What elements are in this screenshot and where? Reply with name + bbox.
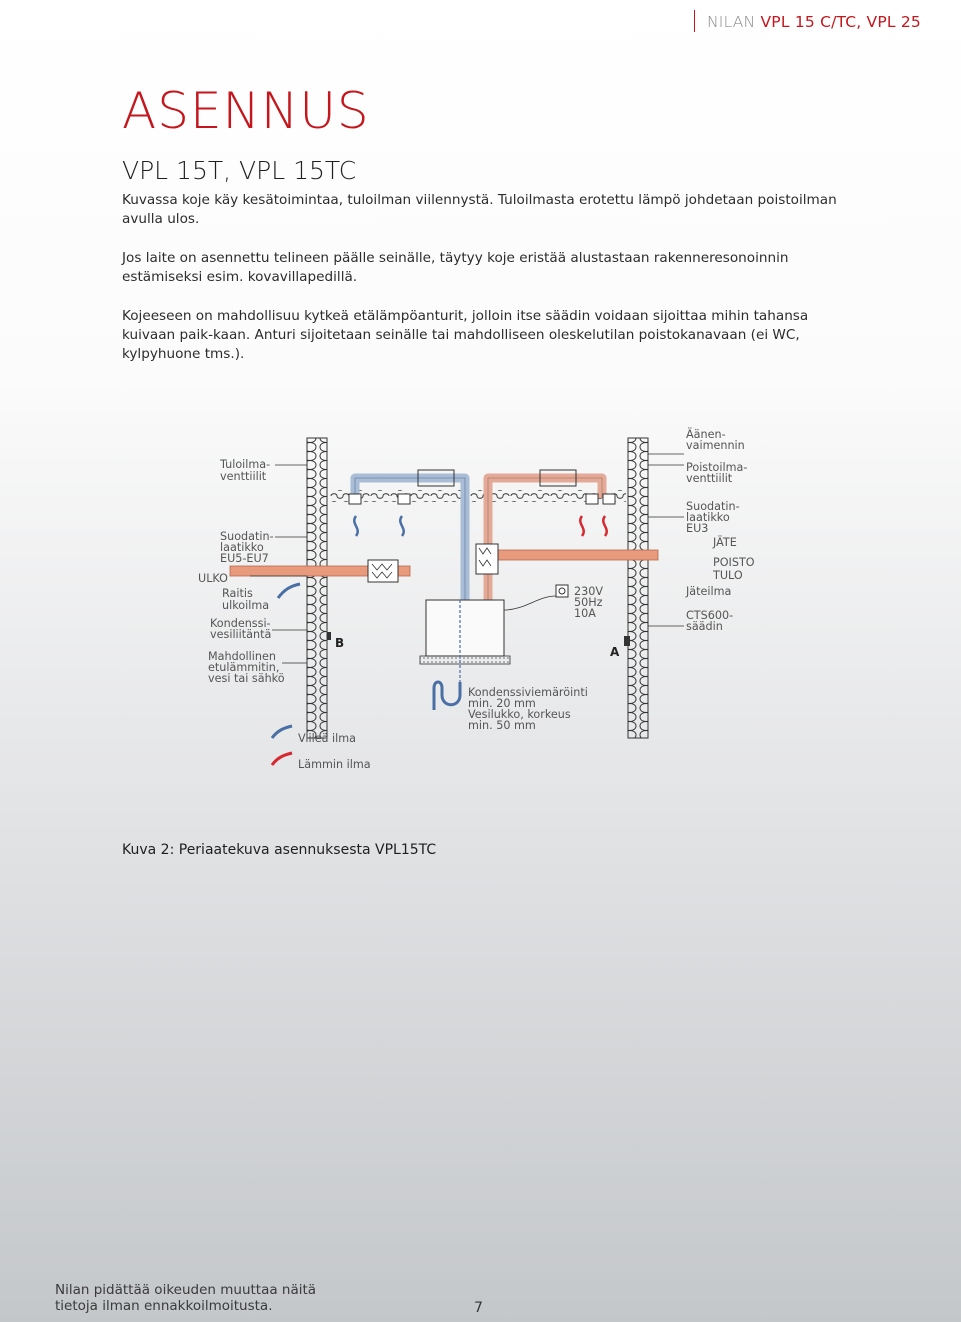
running-header bbox=[694, 10, 961, 32]
label-silencer-1: Äänen- bbox=[686, 428, 726, 441]
exhaust-air-arrows bbox=[580, 516, 606, 536]
label-fresh-air-2: ulkoilma bbox=[222, 599, 270, 612]
label-power-3: 10A bbox=[574, 607, 596, 620]
left-wall bbox=[307, 438, 327, 738]
label-exhaust-valves-2: venttiilit bbox=[686, 472, 733, 485]
svg-text:Poistoilma-venttiilit bbox=[686, 461, 747, 485]
marker-b: B bbox=[335, 636, 345, 650]
right-wall bbox=[628, 438, 648, 738]
paragraph-insulation: Jos laite on asennettu telineen päälle seinälle, täytyy koje eristää alustastaan rakenneresonoinnin estämiseksi esim. kovavillapedillä. bbox=[122, 250, 789, 285]
label-controller-1: CTS600- bbox=[686, 609, 734, 622]
svg-text:Kondenssiviemäröintimin. 20 mm bbox=[468, 686, 588, 732]
label-power-2: 50Hz bbox=[574, 596, 603, 609]
label-silencer-2: vaimennin bbox=[686, 439, 745, 452]
page-title: ASENNUS bbox=[122, 82, 370, 140]
label-filter-eu5-2: laatikko bbox=[220, 541, 264, 554]
footer-note: Nilan pidättää oikeuden muuttaa näitä tietoja ilman ennakkoilmoitusta. bbox=[55, 1282, 317, 1314]
label-preheater-2: etulämmitin, bbox=[208, 661, 280, 674]
label-drain-3: Vesilukko, korkeus bbox=[468, 708, 571, 721]
svg-text:CTS600-säädin bbox=[686, 609, 733, 633]
svg-text:Kondenssi-vesiliitäntä bbox=[210, 617, 271, 641]
label-filter-eu3-2: laatikko bbox=[686, 511, 730, 524]
label-condensate-1: Kondenssi- bbox=[210, 617, 271, 630]
label-poisto: POISTO bbox=[713, 556, 755, 569]
label-filter-eu5-3: EU5-EU7 bbox=[220, 552, 269, 565]
outdoor-air-arrow bbox=[278, 584, 300, 598]
svg-text:Suodatin-laatikkoEU5-EU7 bbox=[220, 530, 274, 565]
cts600-controller bbox=[624, 636, 630, 646]
header-brand: NILAN bbox=[707, 13, 756, 31]
label-waste-air: Jäteilma bbox=[686, 585, 732, 598]
label-controller-2: säädin bbox=[686, 620, 723, 633]
marker-a: A bbox=[610, 645, 620, 659]
label-drain-1: Kondenssiviemäröinti bbox=[468, 686, 588, 699]
exhaust-outlet-duct bbox=[498, 550, 658, 560]
legend-cool-label: Viileä ilma bbox=[298, 732, 356, 745]
paragraph-summer-mode: Kuvassa koje käy kesätoimintaa, tuloilman viilennystä. Tuloilmasta erotettu lämpö johdetaan poistoilman avulla ulos. bbox=[122, 192, 837, 227]
ceiling-insulation bbox=[330, 490, 626, 502]
legend-cool-arrow bbox=[272, 726, 292, 738]
label-filter-eu3-3: EU3 bbox=[686, 522, 709, 535]
svg-text:Mahdollinenetulämmitin,vesi ta bbox=[208, 650, 285, 685]
label-filter-eu3-1: Suodatin- bbox=[686, 500, 740, 513]
header-model: VPL 15 C/TC, VPL 25 bbox=[760, 13, 921, 31]
section-subtitle: VPL 15T, VPL 15TC bbox=[122, 156, 357, 185]
label-power-1: 230V bbox=[574, 585, 604, 598]
label-filter-eu5-1: Suodatin- bbox=[220, 530, 274, 543]
svg-text:Tuloilma-venttiilit bbox=[219, 458, 270, 483]
ventilation-unit bbox=[426, 600, 504, 656]
label-drain-4: min. 50 mm bbox=[468, 719, 536, 732]
legend-warm-arrow bbox=[272, 753, 292, 765]
supply-filter-box bbox=[368, 560, 398, 582]
figure-caption: Kuva 2: Periaatekuva asennuksesta VPL15TC bbox=[122, 842, 437, 858]
label-fresh-air-1: Raitis bbox=[222, 587, 253, 600]
installation-diagram bbox=[190, 420, 755, 785]
supply-air-arrows bbox=[354, 516, 403, 536]
label-supply-valves-1: Tuloilma- bbox=[220, 458, 271, 471]
label-drain-2: min. 20 mm bbox=[468, 697, 536, 710]
label-condensate-2: vesiliitäntä bbox=[210, 628, 272, 641]
legend-warm-label: Lämmin ilma bbox=[298, 758, 371, 771]
svg-text:Äänen-vaimennin bbox=[686, 428, 745, 452]
unit-base-insulation bbox=[420, 656, 510, 664]
svg-text:Raitisulkoilma bbox=[222, 587, 269, 612]
label-preheater-1: Mahdollinen bbox=[208, 650, 276, 663]
label-jate: JÄTE bbox=[713, 536, 737, 549]
page-number: 7 bbox=[474, 1300, 483, 1316]
paragraph-remote-sensor: Kojeeseen on mahdollisuu kytkeä etälämpöanturit, jolloin itse säädin voidaan sijoittaa mihin tahansa kuivaan paik-kaan. Anturi sijoitetaan seinälle tai mahdolliseen oleskelutilan poistokanavaan (ei WC, kylpyhuone tms.). bbox=[122, 308, 809, 362]
label-preheater-3: vesi tai sähkö bbox=[208, 672, 285, 685]
label-ulko: ULKO bbox=[198, 572, 228, 585]
svg-text:230V50Hz10A bbox=[574, 585, 603, 620]
power-socket bbox=[556, 585, 568, 597]
svg-text:Suodatin-laatikkoEU3 bbox=[686, 500, 740, 535]
water-trap bbox=[434, 682, 460, 710]
label-supply-valves-2: venttiilit bbox=[220, 470, 267, 483]
label-exhaust-valves-1: Poistoilma- bbox=[686, 461, 748, 474]
label-tulo: TULO bbox=[713, 569, 743, 582]
